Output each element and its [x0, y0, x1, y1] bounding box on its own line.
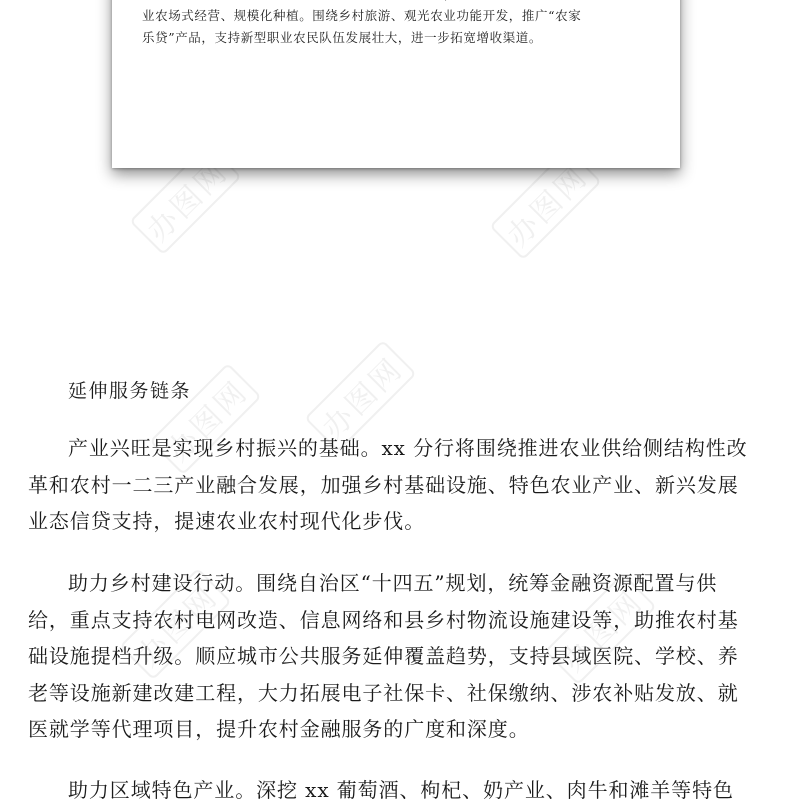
card-text	[142, 0, 652, 49]
paragraph-line: 医就学等代理项目，提升农村金融服务的广度和深度。	[28, 717, 530, 741]
paragraph-line: 业态信贷支持，提速农业农村现代化步伐。	[28, 509, 426, 533]
paragraph-line: 助力区域特色产业。深挖 xx 葡萄酒、枸杞、奶产业、肉牛和滩羊等特色	[68, 778, 734, 800]
card-line	[142, 0, 652, 5]
paragraph-line: 助力乡村建设行动。围绕自治区“十四五”规划，统筹金融资源配置与供	[68, 571, 718, 595]
document-preview-card	[112, 0, 680, 168]
section-heading: 延伸服务链条	[68, 380, 192, 402]
paragraph-line: 给，重点支持农村电网改造、信息网络和县乡村物流设施建设等，助推农村基	[28, 607, 739, 632]
watermark: 办图网	[149, 363, 261, 475]
card-line: 乐贷”产品，支持新型职业农民队伍发展壮大，进一步拓宽增收渠道。	[142, 30, 542, 45]
paragraph-line: 础设施提档升级。顺应城市公共服务延伸覆盖趋势，支持县域医院、学校、养	[28, 644, 739, 668]
watermark: 办图网	[119, 568, 231, 680]
card-line: 业农场式经营、规模化种植。围绕乡村旅游、观光农业功能开发，推广“农家	[142, 8, 582, 23]
watermark: 办图网	[544, 573, 656, 685]
paragraph-2	[28, 565, 780, 748]
paragraph-line: 产业兴旺是实现乡村振兴的基础。xx 分行将围绕推进农业供给侧结构性改	[68, 436, 748, 460]
paragraph-line: 老等设施新建改建工程，大力拓展电子社保卡、社保缴纳、涉农补贴发放、就	[28, 680, 739, 705]
paragraph-1	[28, 430, 780, 540]
watermark: 办图网	[489, 148, 601, 260]
watermark: 办图网	[304, 340, 416, 452]
paragraph-line: 革和农村一二三产业融合发展，加强乡村基础设施、特色农业产业、新兴发展	[28, 472, 739, 497]
watermark: 办图网	[129, 143, 241, 255]
paragraph-3	[28, 772, 780, 800]
